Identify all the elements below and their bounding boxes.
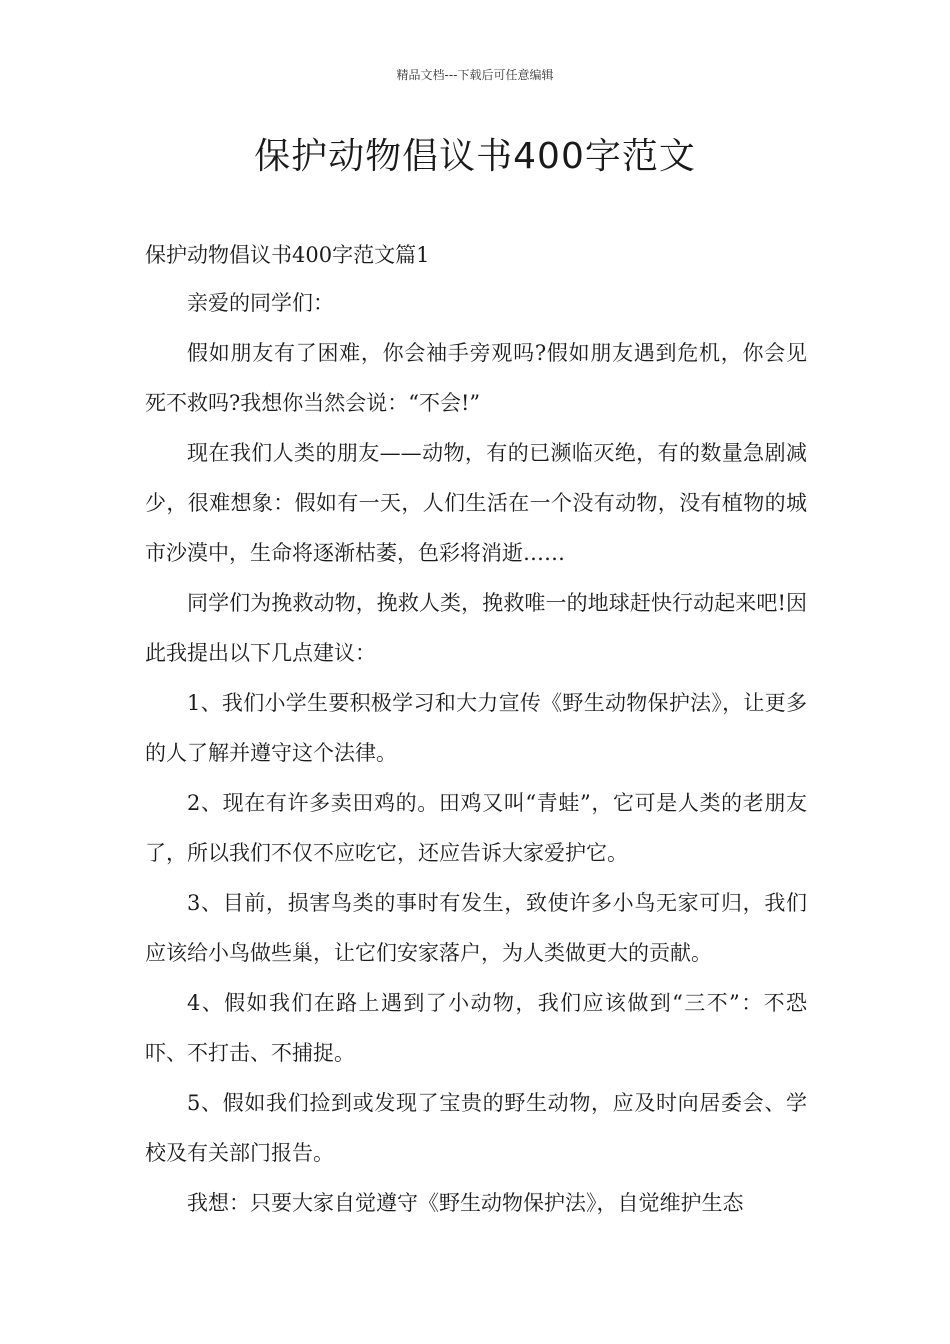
paragraph: 我想：只要大家自觉遵守《野生动物保护法》，自觉维护生态 <box>187 1191 744 1215</box>
paragraph: 现在我们人类的朋友——动物，有的已濒临灭绝，有的数量急剧减少，很难想象：假如有一天，人们生活在一个没有动物，没有植物的城市沙漠中，生命将逐渐枯萎，色彩将消逝…… <box>145 441 807 565</box>
list-item: 1、我们小学生要积极学习和大力宣传《野生动物保护法》，让更多的人了解并遵守这个法律。 <box>145 691 807 765</box>
section-heading: 保护动物倡议书400字范文篇1 <box>145 243 430 267</box>
list-item: 4、假如我们在路上遇到了小动物，我们应该做到“三不”：不恐吓、不打击、不捕捉。 <box>145 991 807 1065</box>
document-body <box>145 230 807 1228</box>
page-title: 保护动物倡议书400字范文 <box>254 136 696 177</box>
paragraph: 同学们为挽救动物，挽救人类，挽救唯一的地球赶快行动起来吧!因此我提出以下几点建议： <box>145 591 807 665</box>
paragraph-greeting: 亲爱的同学们： <box>187 291 334 315</box>
list-item: 2、现在有许多卖田鸡的。田鸡又叫“青蛙”，它可是人类的老朋友了，所以我们不仅不应吃它，还应告诉大家爱护它。 <box>145 791 807 865</box>
list-item: 5、假如我们捡到或发现了宝贵的野生动物，应及时向居委会、学校及有关部门报告。 <box>145 1091 807 1165</box>
header-note: 精品文档---下载后可任意编辑 <box>396 68 554 82</box>
paragraph: 假如朋友有了困难，你会袖手旁观吗?假如朋友遇到危机，你会见死不救吗?我想你当然会说：“不会!” <box>145 341 807 415</box>
list-item: 3、目前，损害鸟类的事时有发生，致使许多小鸟无家可归，我们应该给小鸟做些巢，让它们安家落户，为人类做更大的贡献。 <box>145 891 807 965</box>
